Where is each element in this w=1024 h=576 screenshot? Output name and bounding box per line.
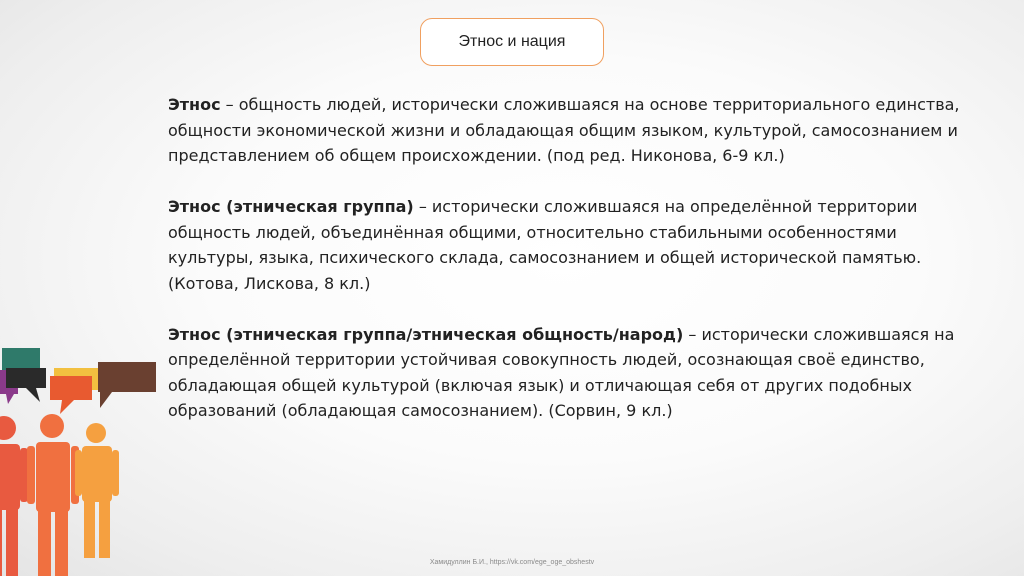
definition-text: – общность людей, исторически сложившаяся на основе территориального единства, общности экономической жизни и обладающая общим языком, культурой, самосознанием и представлением об общем происхождении. (под ред. Никонова, 6-9 кл.): [168, 95, 960, 165]
definition-text: – исторически сложившаяся на определённой территории общность людей, объединённая общими, относительно стабильными особенностями культуры, языка, психического склада, самосознанием и общей исторической памятью. (Котова, Лискова, 8 кл.): [168, 197, 922, 293]
speech-bubble-orange-icon: [50, 376, 92, 414]
definition-1: [168, 92, 980, 169]
definition-term: Этнос: [168, 95, 221, 114]
definition-3: [168, 322, 980, 424]
slide-title: Этнос и нация: [458, 33, 566, 50]
person-red-icon: [0, 416, 28, 576]
person-orange-icon: [27, 414, 79, 576]
definitions-block: [168, 92, 980, 449]
definition-term: Этнос (этническая группа): [168, 197, 414, 216]
definition-term: Этнос (этническая группа/этническая общность/народ): [168, 324, 684, 344]
people-illustration: [0, 340, 170, 576]
title-box: [420, 18, 604, 66]
person-amber-icon: [75, 423, 119, 558]
speech-bubble-brown-icon: [98, 362, 156, 408]
footer-credit: Хамидуллин Б.И., https://vk.com/ege_oge_obshestv: [429, 559, 595, 566]
definition-2: [168, 194, 980, 296]
definition-text: – исторически сложившаяся на определённой территории устойчивая совокупность людей, осознающая своё единство, обладающая общей культурой (включая язык) и отличающая себя от других подобных образований (обладающая самосознанием). (Сорвин, 9 кл.): [168, 324, 955, 420]
